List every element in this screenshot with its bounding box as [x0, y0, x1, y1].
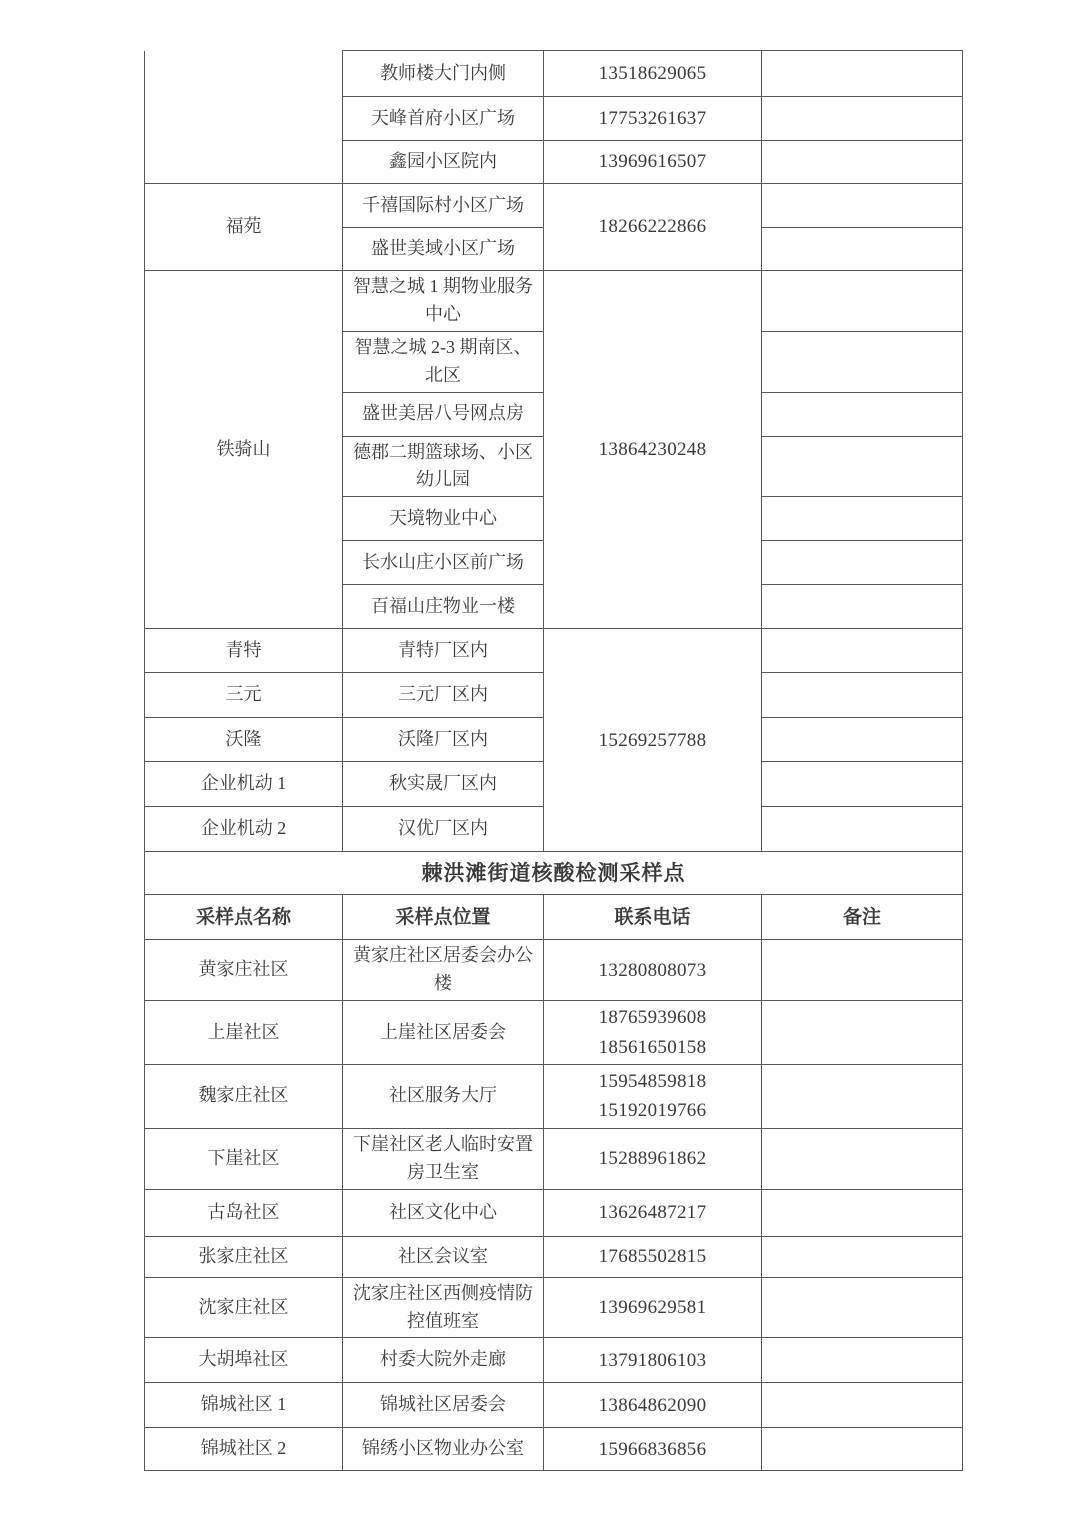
column-header-location: 采样点位置: [343, 895, 544, 940]
remark-cell: [762, 1277, 963, 1338]
table-row: [145, 1236, 963, 1277]
name-cell: 三元: [145, 673, 343, 718]
location-cell: 教师楼大门内侧: [343, 51, 544, 97]
name-cell: 福苑: [145, 184, 343, 271]
section-title: 棘洪滩街道核酸检测采样点: [145, 852, 963, 895]
phone-cell: 13791806103: [544, 1338, 762, 1383]
location-cell: 锦城社区居委会: [343, 1383, 544, 1428]
table-row: [145, 1277, 963, 1338]
name-cell: 企业机动 2: [145, 807, 343, 852]
table-row: [145, 271, 963, 332]
location-cell: 黄家庄社区居委会办公楼: [343, 940, 544, 1001]
remark-cell: [762, 629, 963, 673]
name-cell: 下崖社区: [145, 1128, 343, 1189]
phone-cell: 15269257788: [544, 629, 762, 852]
remark-cell: [762, 141, 963, 184]
remark-cell: [762, 940, 963, 1001]
location-cell: 百福山庄物业一楼: [343, 585, 544, 629]
location-cell: 德郡二期篮球场、小区幼儿园: [343, 436, 544, 497]
location-cell: 千禧国际村小区广场: [343, 184, 544, 228]
remark-cell: [762, 331, 963, 392]
remark-cell: [762, 541, 963, 585]
table-row: [145, 51, 963, 97]
location-cell: 社区服务大厅: [343, 1065, 544, 1129]
phone-cell: 17685502815: [544, 1236, 762, 1277]
table-row: [145, 1338, 963, 1383]
phone-cell: 13626487217: [544, 1189, 762, 1236]
name-cell: 沃隆: [145, 718, 343, 762]
remark-cell: [762, 585, 963, 629]
table-row: [145, 1065, 963, 1129]
name-cell-empty: [145, 51, 343, 184]
table-row: [145, 1128, 963, 1189]
location-cell: 下崖社区老人临时安置房卫生室: [343, 1128, 544, 1189]
phone-cell: 13969616507: [544, 141, 762, 184]
name-cell: 企业机动 1: [145, 762, 343, 807]
name-cell: 古岛社区: [145, 1189, 343, 1236]
remark-cell: [762, 184, 963, 228]
location-cell: 盛世美域小区广场: [343, 228, 544, 271]
table-row: [145, 184, 963, 228]
location-cell: 锦绣小区物业办公室: [343, 1428, 544, 1471]
table-row: [145, 1189, 963, 1236]
table-row: [145, 1428, 963, 1471]
phone-cell: 15288961862: [544, 1128, 762, 1189]
column-header-phone: 联系电话: [544, 895, 762, 940]
location-cell: 盛世美居八号网点房: [343, 392, 544, 436]
name-cell: 张家庄社区: [145, 1236, 343, 1277]
remark-cell: [762, 1338, 963, 1383]
remark-cell: [762, 392, 963, 436]
location-cell: 青特厂区内: [343, 629, 544, 673]
location-cell: 天境物业中心: [343, 497, 544, 541]
name-cell: 上崖社区: [145, 1001, 343, 1065]
name-cell: 魏家庄社区: [145, 1065, 343, 1129]
location-cell: 上崖社区居委会: [343, 1001, 544, 1065]
phone-cell: 18266222866: [544, 184, 762, 271]
remark-cell: [762, 1428, 963, 1471]
phone-cell: 13969629581: [544, 1277, 762, 1338]
table-row: [145, 1383, 963, 1428]
name-cell: 锦城社区 1: [145, 1383, 343, 1428]
remark-cell: [762, 1001, 963, 1065]
location-cell: 沈家庄社区西侧疫情防控值班室: [343, 1277, 544, 1338]
name-cell: 铁骑山: [145, 271, 343, 629]
remark-cell: [762, 718, 963, 762]
sampling-points-table: [144, 50, 963, 1471]
phone-cell: 13864862090: [544, 1383, 762, 1428]
table-row: [145, 629, 963, 673]
remark-cell: [762, 762, 963, 807]
remark-cell: [762, 436, 963, 497]
phone-cell: 17753261637: [544, 97, 762, 141]
location-cell: 三元厂区内: [343, 673, 544, 718]
phone-cell: 15954859818 15192019766: [544, 1065, 762, 1129]
location-cell: 沃隆厂区内: [343, 718, 544, 762]
remark-cell: [762, 673, 963, 718]
name-cell: 锦城社区 2: [145, 1428, 343, 1471]
location-cell: 智慧之城 1 期物业服务中心: [343, 271, 544, 332]
table-row: [145, 1001, 963, 1065]
remark-cell: [762, 1065, 963, 1129]
section-title-row: [145, 852, 963, 895]
location-cell: 鑫园小区院内: [343, 141, 544, 184]
remark-cell: [762, 1383, 963, 1428]
name-cell: 青特: [145, 629, 343, 673]
remark-cell: [762, 1236, 963, 1277]
location-cell: 智慧之城 2-3 期南区、北区: [343, 331, 544, 392]
name-cell: 沈家庄社区: [145, 1277, 343, 1338]
location-cell: 社区会议室: [343, 1236, 544, 1277]
remark-cell: [762, 807, 963, 852]
location-cell: 社区文化中心: [343, 1189, 544, 1236]
location-cell: 秋实晟厂区内: [343, 762, 544, 807]
location-cell: 汉优厂区内: [343, 807, 544, 852]
remark-cell: [762, 497, 963, 541]
phone-cell: 15966836856: [544, 1428, 762, 1471]
phone-cell: 13280808073: [544, 940, 762, 1001]
remark-cell: [762, 271, 963, 332]
name-cell: 大胡埠社区: [145, 1338, 343, 1383]
remark-cell: [762, 1189, 963, 1236]
column-header-name: 采样点名称: [145, 895, 343, 940]
phone-cell: 13864230248: [544, 271, 762, 629]
header-row: [145, 895, 963, 940]
location-cell: 长水山庄小区前广场: [343, 541, 544, 585]
remark-cell: [762, 228, 963, 271]
phone-cell: 18765939608 18561650158: [544, 1001, 762, 1065]
phone-cell: 13518629065: [544, 51, 762, 97]
remark-cell: [762, 1128, 963, 1189]
remark-cell: [762, 51, 963, 97]
name-cell: 黄家庄社区: [145, 940, 343, 1001]
remark-cell: [762, 97, 963, 141]
location-cell: 天峰首府小区广场: [343, 97, 544, 141]
column-header-remark: 备注: [762, 895, 963, 940]
location-cell: 村委大院外走廊: [343, 1338, 544, 1383]
table-row: [145, 940, 963, 1001]
